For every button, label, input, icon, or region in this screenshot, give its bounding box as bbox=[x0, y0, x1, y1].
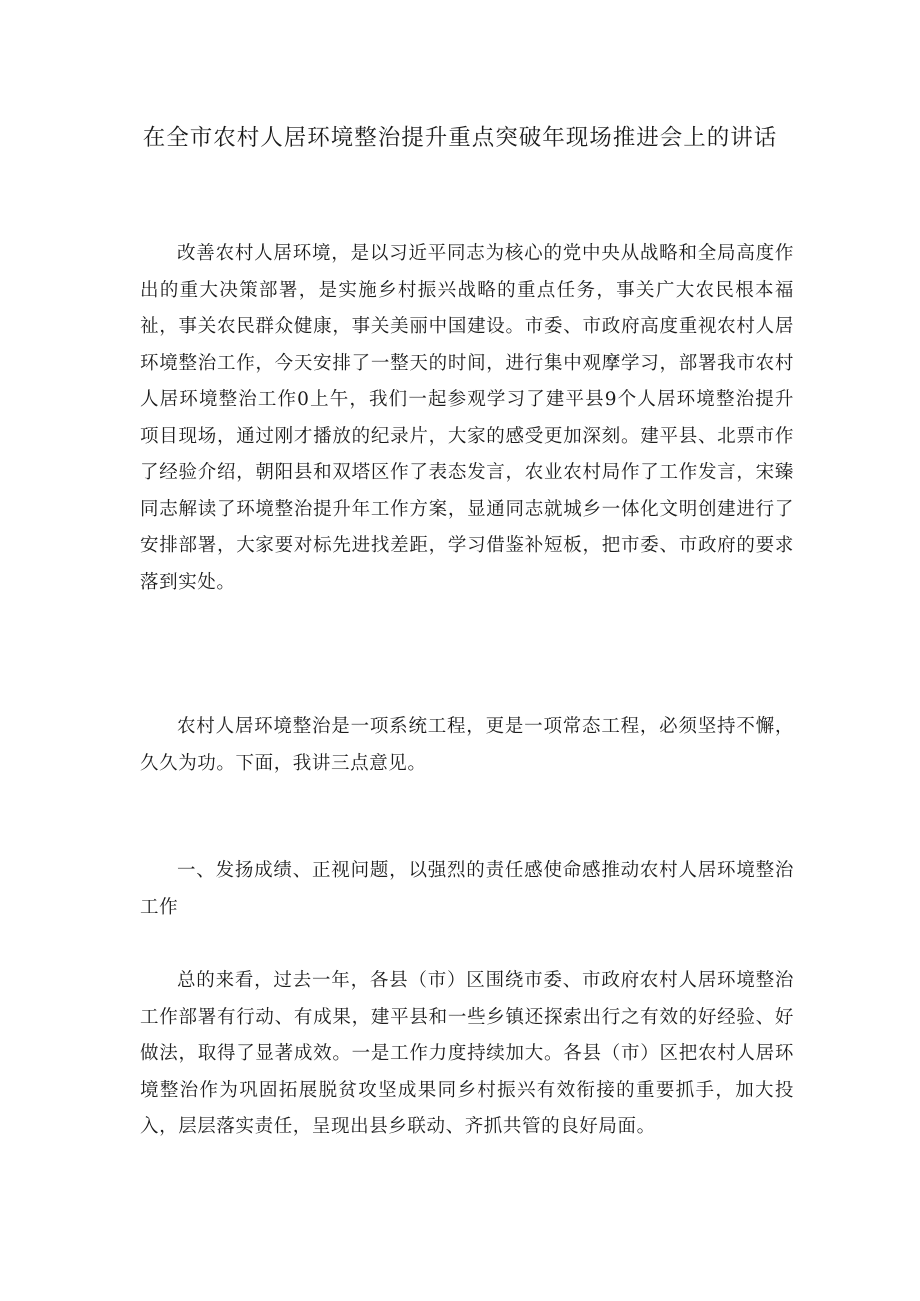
paragraph-achievements: 总的来看，过去一年，各县（市）区围绕市委、市政府农村人居环境整治工作部署有行动、有成果，建平县和一些乡镇还探索出行之有效的好经验、好做法，取得了显著成效。一是工作力度持续加大。各县（市）区把农村人居环境整治作为巩固拓展脱贫攻坚成果同乡村振兴有效衔接的重要抓手，加大投入，层层落实责任，呈现出县乡联动、齐抓共管的良好局面。 bbox=[140, 970, 794, 1137]
paragraph-intro: 改善农村人居环境，是以习近平同志为核心的党中央从战略和全局高度作出的重大决策部署，是实施乡村振兴战略的重点任务，事关广大农民根本福祉，事关农民群众健康，事关美丽中国建设。市委、市政府高度重视农村人居环境整治工作，今天安排了一整天的时间，进行集中观摩学习，部署我市农村人居环境整治工作0上午，我们一起参观学习了建平县9个人居环境整治提升项目现场，通过刚才播放的纪录片，大家的感受更加深刻。建平县、北票市作了经验介绍，朝阳县和双塔区作了表态发言，农业农村局作了工作发言，宋臻同志解读了环境整治提升年工作方案，显通同志就城乡一体化文明创建进行了安排部署，大家要对标先进找差距，学习借鉴补短板，把市委、市政府的要求落到实处。 bbox=[140, 243, 794, 593]
document-title: 在全市农村人居环境整治提升重点突破年现场推进会上的讲话 bbox=[142, 125, 778, 151]
section-heading-1: 一、发扬成绩、正视问题，以强烈的责任感使命感推动农村人居环境整治工作 bbox=[140, 860, 794, 918]
paragraph-overview: 农村人居环境整治是一项系统工程，更是一项常态工程，必须坚持不懈，久久为功。下面，我讲三点意见。 bbox=[140, 716, 794, 774]
